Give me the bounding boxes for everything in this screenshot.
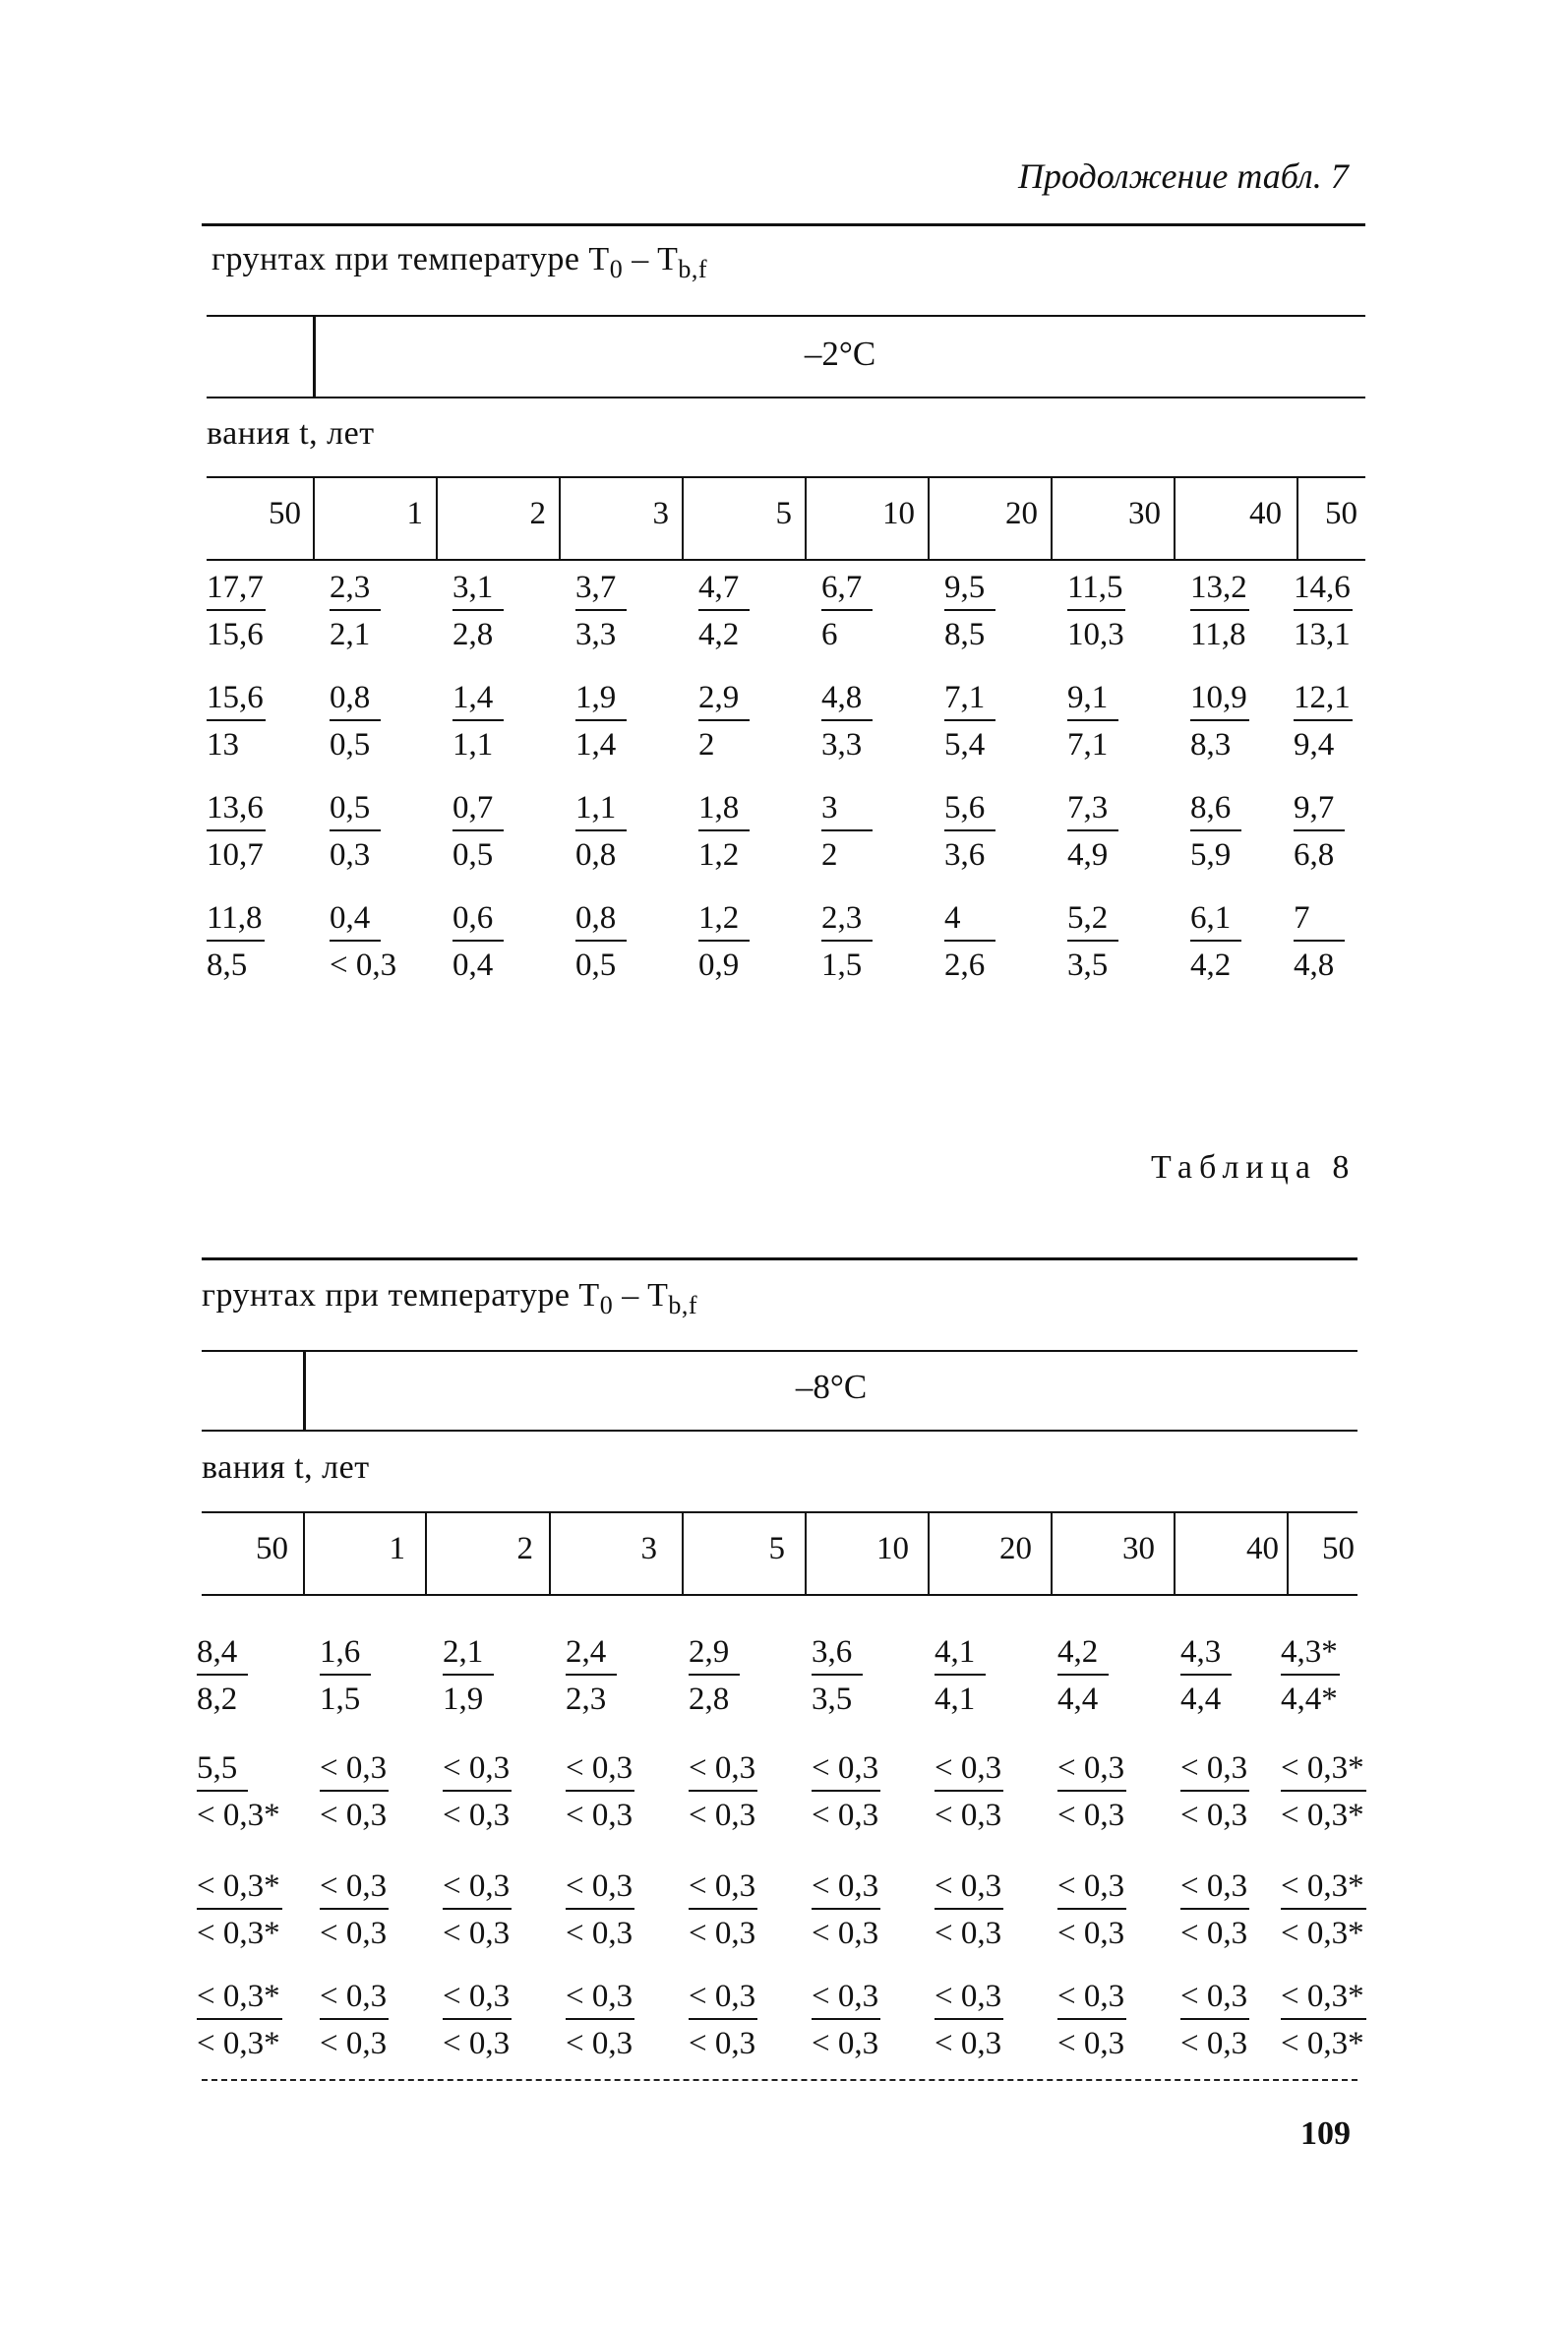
cell-denominator: 1,4 bbox=[575, 727, 617, 763]
table-cell bbox=[689, 1978, 757, 2063]
cell-denominator: 0,4 bbox=[452, 948, 494, 983]
table-cell bbox=[1294, 789, 1345, 875]
cell-numerator: 1,9 bbox=[575, 679, 627, 721]
cell-denominator: 4,1 bbox=[935, 1682, 976, 1717]
cell-numerator: < 0,3 bbox=[689, 1978, 757, 2020]
cell-numerator: < 0,3* bbox=[1281, 1867, 1366, 1910]
cell-numerator: 12,1 bbox=[1294, 679, 1353, 721]
table7-column-divider bbox=[1051, 476, 1053, 561]
cell-numerator: 2,9 bbox=[698, 679, 750, 721]
table-8-temperature-rule bbox=[202, 1430, 1357, 1432]
table-cell bbox=[1294, 679, 1353, 765]
cell-denominator: 4,2 bbox=[698, 617, 740, 652]
cell-numerator: 8,4 bbox=[197, 1633, 248, 1676]
table-cell bbox=[566, 1633, 617, 1719]
cell-numerator: 2,4 bbox=[566, 1633, 617, 1676]
column-header: 50 bbox=[1325, 496, 1357, 531]
table-cell bbox=[944, 569, 995, 654]
table-cell bbox=[1180, 1633, 1232, 1719]
cell-denominator: 0,5 bbox=[575, 948, 617, 983]
cell-numerator: < 0,3 bbox=[1057, 1749, 1126, 1792]
cell-denominator: 0,5 bbox=[330, 727, 371, 763]
cell-denominator: 4,9 bbox=[1067, 837, 1109, 873]
cell-denominator: 5,4 bbox=[944, 727, 986, 763]
column-header: 5 bbox=[768, 1531, 785, 1566]
table-cell bbox=[944, 899, 995, 985]
table-cell bbox=[566, 1867, 634, 1953]
table-cell bbox=[443, 1749, 512, 1835]
table-cell bbox=[207, 899, 265, 985]
cell-numerator: < 0,3* bbox=[1281, 1749, 1366, 1792]
table-cell bbox=[1281, 1749, 1366, 1835]
cell-denominator: 4,4* bbox=[1281, 1682, 1338, 1717]
cell-denominator: 2 bbox=[821, 837, 838, 873]
cell-denominator: < 0,3 bbox=[320, 1916, 388, 1951]
cell-denominator: < 0,3 bbox=[689, 1916, 756, 1951]
table-cell bbox=[1067, 899, 1118, 985]
cell-denominator: < 0,3 bbox=[1180, 2026, 1248, 2061]
cell-numerator: < 0,3 bbox=[935, 1978, 1003, 2020]
cell-denominator: < 0,3 bbox=[1057, 2026, 1125, 2061]
cell-numerator: 4,3* bbox=[1281, 1633, 1340, 1676]
cell-numerator: 4,1 bbox=[935, 1633, 986, 1676]
cell-denominator: 4,4 bbox=[1180, 1682, 1222, 1717]
column-header: 5 bbox=[775, 496, 792, 531]
cell-numerator: 0,4 bbox=[330, 899, 381, 942]
cell-numerator: 14,6 bbox=[1294, 569, 1353, 611]
cell-numerator: 2,1 bbox=[443, 1633, 494, 1676]
cell-numerator: < 0,3 bbox=[566, 1867, 634, 1910]
cell-numerator: < 0,3 bbox=[812, 1978, 880, 2020]
table-cell bbox=[1180, 1978, 1249, 2063]
column-header: 30 bbox=[1128, 496, 1161, 531]
cell-denominator: < 0,3 bbox=[566, 2026, 633, 2061]
column-header: 2 bbox=[529, 496, 546, 531]
cell-denominator: 1,9 bbox=[443, 1682, 484, 1717]
cell-numerator: 3,7 bbox=[575, 569, 627, 611]
cell-denominator: < 0,3 bbox=[566, 1798, 633, 1833]
table-cell bbox=[812, 1633, 863, 1719]
table-cell bbox=[1281, 1633, 1340, 1719]
table-cell bbox=[1294, 569, 1353, 654]
table-cell bbox=[1190, 789, 1241, 875]
cell-numerator: 4,2 bbox=[1057, 1633, 1109, 1676]
cell-numerator: 1,4 bbox=[452, 679, 504, 721]
cell-numerator: < 0,3 bbox=[320, 1749, 389, 1792]
cell-numerator: < 0,3 bbox=[1057, 1978, 1126, 2020]
table-cell bbox=[207, 679, 266, 765]
cell-denominator: 1,2 bbox=[698, 837, 740, 873]
table-8-colhdr-top-rule bbox=[202, 1511, 1357, 1513]
cell-numerator: 1,1 bbox=[575, 789, 627, 831]
cell-denominator: 13,1 bbox=[1294, 617, 1351, 652]
column-header: 30 bbox=[1122, 1531, 1155, 1566]
cell-numerator: 9,1 bbox=[1067, 679, 1118, 721]
cell-numerator: 5,6 bbox=[944, 789, 995, 831]
cell-denominator: 3,6 bbox=[944, 837, 986, 873]
cell-numerator: < 0,3 bbox=[443, 1867, 512, 1910]
table-cell bbox=[935, 1978, 1003, 2063]
column-header: 40 bbox=[1246, 1531, 1279, 1566]
cell-numerator: 7,3 bbox=[1067, 789, 1118, 831]
cell-numerator: 13,2 bbox=[1190, 569, 1249, 611]
cell-denominator: < 0,3 bbox=[443, 1798, 511, 1833]
cell-numerator: 3 bbox=[821, 789, 873, 831]
table-cell bbox=[330, 899, 396, 985]
cell-numerator: < 0,3 bbox=[689, 1749, 757, 1792]
cell-denominator: 1,1 bbox=[452, 727, 494, 763]
table7-column-divider bbox=[313, 476, 315, 561]
cell-numerator: 6,1 bbox=[1190, 899, 1241, 942]
table7-column-divider bbox=[682, 476, 684, 561]
table-cell bbox=[698, 679, 750, 765]
table-7-years-label: вания t, лет bbox=[207, 415, 375, 452]
cell-numerator: < 0,3 bbox=[566, 1749, 634, 1792]
cell-denominator: < 0,3 bbox=[1057, 1916, 1125, 1951]
table-cell bbox=[207, 569, 266, 654]
cell-denominator: 10,3 bbox=[1067, 617, 1124, 652]
table-cell bbox=[698, 899, 750, 985]
cell-numerator: 15,6 bbox=[207, 679, 266, 721]
cell-numerator: < 0,3 bbox=[443, 1749, 512, 1792]
table-cell bbox=[566, 1978, 634, 2063]
table-cell bbox=[452, 679, 504, 765]
table-7-temperature-rule bbox=[207, 397, 1365, 398]
table-cell bbox=[944, 679, 995, 765]
table-8-temperature: –8°C bbox=[795, 1368, 868, 1406]
cell-denominator: < 0,3 bbox=[1180, 1798, 1248, 1833]
table-cell bbox=[698, 569, 750, 654]
cell-numerator: 2,9 bbox=[689, 1633, 740, 1676]
cell-denominator: < 0,3 bbox=[1180, 1916, 1248, 1951]
cell-numerator: < 0,3 bbox=[1057, 1867, 1126, 1910]
cell-denominator: 5,9 bbox=[1190, 837, 1232, 873]
table-cell bbox=[443, 1867, 512, 1953]
table-cell bbox=[1057, 1867, 1126, 1953]
table-8-colhdr-bottom-rule bbox=[202, 1594, 1357, 1596]
cell-denominator: < 0,3* bbox=[1281, 1916, 1364, 1951]
table-8-heading: грунтах при температуре $T_0 - T_{b,f}$ bbox=[202, 1277, 698, 1319]
table-cell bbox=[443, 1978, 512, 2063]
cell-numerator: < 0,3 bbox=[812, 1749, 880, 1792]
table-7-colhdr-top-rule bbox=[207, 476, 1365, 478]
cell-denominator: 8,2 bbox=[197, 1682, 238, 1717]
cell-numerator: 0,6 bbox=[452, 899, 504, 942]
column-header: 1 bbox=[389, 1531, 405, 1566]
cell-denominator: 8,5 bbox=[944, 617, 986, 652]
cell-numerator: 1,8 bbox=[698, 789, 750, 831]
cell-numerator: < 0,3* bbox=[197, 1978, 282, 2020]
table-cell bbox=[197, 1867, 282, 1953]
cell-numerator: 0,5 bbox=[330, 789, 381, 831]
cell-denominator: < 0,3* bbox=[197, 2026, 280, 2061]
table7-column-divider bbox=[805, 476, 807, 561]
cell-numerator: 9,5 bbox=[944, 569, 995, 611]
cell-denominator: 10,7 bbox=[207, 837, 264, 873]
table-cell bbox=[944, 789, 995, 875]
cell-numerator: < 0,3 bbox=[935, 1867, 1003, 1910]
cell-numerator: < 0,3 bbox=[443, 1978, 512, 2020]
table-8-top-rule bbox=[202, 1257, 1357, 1260]
table-cell bbox=[320, 1978, 389, 2063]
table-cell bbox=[575, 679, 627, 765]
cell-denominator: 8,5 bbox=[207, 948, 248, 983]
cell-numerator: < 0,3* bbox=[197, 1867, 282, 1910]
table-cell bbox=[698, 789, 750, 875]
cell-denominator: < 0,3 bbox=[812, 2026, 879, 2061]
table-cell bbox=[1067, 569, 1125, 654]
cell-numerator: 9,7 bbox=[1294, 789, 1345, 831]
cell-denominator: 3,5 bbox=[1067, 948, 1109, 983]
table-cell bbox=[575, 569, 627, 654]
bottom-dashed-rule bbox=[202, 2079, 1357, 2081]
cell-numerator: 4,3 bbox=[1180, 1633, 1232, 1676]
cell-denominator: 2,8 bbox=[452, 617, 494, 652]
cell-numerator: 5,5 bbox=[197, 1749, 248, 1792]
table-7-colhdr-bottom-rule bbox=[207, 559, 1365, 561]
table-cell bbox=[812, 1749, 880, 1835]
table-cell bbox=[935, 1633, 986, 1719]
table-cell bbox=[812, 1978, 880, 2063]
column-header: 40 bbox=[1249, 496, 1282, 531]
cell-numerator: 3,1 bbox=[452, 569, 504, 611]
cell-denominator: < 0,3* bbox=[1281, 1798, 1364, 1833]
table8-column-divider bbox=[928, 1511, 930, 1596]
cell-numerator: 5,2 bbox=[1067, 899, 1118, 942]
cell-numerator: < 0,3 bbox=[689, 1867, 757, 1910]
table8-column-divider bbox=[425, 1511, 427, 1596]
cell-denominator: 8,3 bbox=[1190, 727, 1232, 763]
column-header: 3 bbox=[652, 496, 669, 531]
cell-numerator: < 0,3 bbox=[935, 1749, 1003, 1792]
cell-numerator: < 0,3 bbox=[566, 1978, 634, 2020]
table-cell bbox=[1057, 1978, 1126, 2063]
table-cell bbox=[320, 1633, 371, 1719]
column-header: 50 bbox=[269, 496, 301, 531]
cell-numerator: 7,1 bbox=[944, 679, 995, 721]
cell-numerator: 3,6 bbox=[812, 1633, 863, 1676]
page-number: 109 bbox=[1300, 2115, 1351, 2152]
table-cell bbox=[330, 679, 381, 765]
cell-numerator: 8,6 bbox=[1190, 789, 1241, 831]
cell-denominator: < 0,3 bbox=[812, 1916, 879, 1951]
cell-denominator: 0,3 bbox=[330, 837, 371, 873]
cell-denominator: < 0,3 bbox=[320, 2026, 388, 2061]
table8-column-divider bbox=[682, 1511, 684, 1596]
table-cell bbox=[1294, 899, 1345, 985]
table-cell bbox=[207, 789, 266, 875]
cell-numerator: < 0,3 bbox=[320, 1867, 389, 1910]
cell-numerator: < 0,3 bbox=[1180, 1978, 1249, 2020]
cell-denominator: 9,4 bbox=[1294, 727, 1335, 763]
table-7-top-rule bbox=[202, 223, 1365, 226]
cell-denominator: 2,1 bbox=[330, 617, 371, 652]
table-8-title: Таблица 8 bbox=[1151, 1149, 1357, 1186]
cell-denominator: 4,4 bbox=[1057, 1682, 1099, 1717]
cell-denominator: 15,6 bbox=[207, 617, 264, 652]
cell-denominator: < 0,3 bbox=[330, 948, 397, 983]
cell-denominator: < 0,3 bbox=[935, 1916, 1002, 1951]
table-cell bbox=[821, 899, 873, 985]
cell-denominator: < 0,3* bbox=[1281, 2026, 1364, 2061]
table-cell bbox=[821, 789, 873, 875]
cell-numerator: < 0,3 bbox=[320, 1978, 389, 2020]
table-7-heading-rule bbox=[207, 315, 1365, 317]
cell-numerator: 2,3 bbox=[330, 569, 381, 611]
cell-denominator: < 0,3 bbox=[443, 1916, 511, 1951]
cell-numerator: < 0,3 bbox=[1180, 1749, 1249, 1792]
column-header: 10 bbox=[882, 496, 915, 531]
cell-numerator: 4 bbox=[944, 899, 995, 942]
table-cell bbox=[330, 789, 381, 875]
cell-denominator: 0,9 bbox=[698, 948, 740, 983]
cell-denominator: 4,8 bbox=[1294, 948, 1335, 983]
table-cell bbox=[1190, 899, 1241, 985]
table-cell bbox=[689, 1867, 757, 1953]
table-cell bbox=[1190, 569, 1249, 654]
table-cell bbox=[197, 1978, 282, 2063]
cell-numerator: 10,9 bbox=[1190, 679, 1249, 721]
cell-numerator: 1,6 bbox=[320, 1633, 371, 1676]
cell-denominator: < 0,3 bbox=[689, 2026, 756, 2061]
cell-denominator: 1,5 bbox=[821, 948, 863, 983]
table7-column-divider bbox=[436, 476, 438, 561]
table-cell bbox=[1180, 1867, 1249, 1953]
table-cell bbox=[812, 1867, 880, 1953]
cell-denominator: 6,8 bbox=[1294, 837, 1335, 873]
cell-numerator: < 0,3* bbox=[1281, 1978, 1366, 2020]
cell-numerator: 0,7 bbox=[452, 789, 504, 831]
cell-denominator: < 0,3 bbox=[443, 2026, 511, 2061]
column-header: 50 bbox=[1322, 1531, 1355, 1566]
column-header: 10 bbox=[876, 1531, 909, 1566]
table-cell bbox=[689, 1749, 757, 1835]
column-header: 20 bbox=[999, 1531, 1032, 1566]
cell-denominator: 2,3 bbox=[566, 1682, 607, 1717]
table8-column-divider bbox=[1174, 1511, 1176, 1596]
cell-denominator: < 0,3 bbox=[935, 1798, 1002, 1833]
cell-denominator: < 0,3* bbox=[197, 1798, 280, 1833]
cell-numerator: 7 bbox=[1294, 899, 1345, 942]
cell-numerator: 11,8 bbox=[207, 899, 265, 942]
table8-column-divider bbox=[549, 1511, 551, 1596]
table-cell bbox=[1281, 1978, 1366, 2063]
table-cell bbox=[1067, 679, 1118, 765]
table-8-heading-rule bbox=[202, 1350, 1357, 1352]
table-cell bbox=[1057, 1633, 1109, 1719]
cell-denominator: < 0,3 bbox=[812, 1798, 879, 1833]
cell-denominator: < 0,3* bbox=[197, 1916, 280, 1951]
table-cell bbox=[821, 569, 873, 654]
cell-numerator: 4,8 bbox=[821, 679, 873, 721]
table-cell bbox=[443, 1633, 494, 1719]
cell-denominator: 2 bbox=[698, 727, 715, 763]
column-header: 2 bbox=[516, 1531, 533, 1566]
table7-column-divider bbox=[1174, 476, 1176, 561]
column-header: 50 bbox=[256, 1531, 288, 1566]
cell-denominator: 4,2 bbox=[1190, 948, 1232, 983]
cell-denominator: 11,8 bbox=[1190, 617, 1246, 652]
cell-numerator: 6,7 bbox=[821, 569, 873, 611]
table-cell bbox=[935, 1867, 1003, 1953]
table-cell bbox=[935, 1749, 1003, 1835]
cell-denominator: < 0,3 bbox=[1057, 1798, 1125, 1833]
table-cell bbox=[575, 899, 627, 985]
cell-numerator: < 0,3 bbox=[812, 1867, 880, 1910]
table7-column-divider bbox=[928, 476, 930, 561]
cell-numerator: 0,8 bbox=[575, 899, 627, 942]
table-cell bbox=[1281, 1867, 1366, 1953]
table-cell bbox=[197, 1633, 248, 1719]
cell-denominator: 7,1 bbox=[1067, 727, 1109, 763]
table8-column-divider bbox=[1051, 1511, 1053, 1596]
cell-denominator: 2,8 bbox=[689, 1682, 730, 1717]
cell-numerator: 0,8 bbox=[330, 679, 381, 721]
continuation-label: Продолжение табл. 7 bbox=[1018, 156, 1349, 196]
cell-denominator: < 0,3 bbox=[935, 2026, 1002, 2061]
cell-denominator: 13 bbox=[207, 727, 239, 763]
table8-column-divider bbox=[805, 1511, 807, 1596]
cell-numerator: 2,3 bbox=[821, 899, 873, 942]
table-cell bbox=[330, 569, 381, 654]
cell-denominator: 3,3 bbox=[575, 617, 617, 652]
cell-denominator: < 0,3 bbox=[566, 1916, 633, 1951]
column-header: 1 bbox=[406, 496, 423, 531]
table-cell bbox=[452, 899, 504, 985]
cell-denominator: < 0,3 bbox=[689, 1798, 756, 1833]
table-7-temperature: –2°C bbox=[804, 335, 876, 373]
cell-denominator: 1,5 bbox=[320, 1682, 361, 1717]
cell-numerator: 17,7 bbox=[207, 569, 266, 611]
cell-denominator: 3,5 bbox=[812, 1682, 853, 1717]
cell-denominator: 2,6 bbox=[944, 948, 986, 983]
table7-column-divider bbox=[559, 476, 561, 561]
table-cell bbox=[1057, 1749, 1126, 1835]
cell-numerator: < 0,3 bbox=[1180, 1867, 1249, 1910]
cell-numerator: 13,6 bbox=[207, 789, 266, 831]
cell-denominator: 6 bbox=[821, 617, 838, 652]
table-cell bbox=[1180, 1749, 1249, 1835]
table-cell bbox=[452, 789, 504, 875]
table-cell bbox=[320, 1749, 389, 1835]
cell-denominator: < 0,3 bbox=[320, 1798, 388, 1833]
table-cell bbox=[566, 1749, 634, 1835]
table8-column-divider bbox=[303, 1511, 305, 1596]
table-cell bbox=[689, 1633, 740, 1719]
table-cell bbox=[575, 789, 627, 875]
table-cell bbox=[821, 679, 873, 765]
cell-denominator: 0,8 bbox=[575, 837, 617, 873]
column-header: 3 bbox=[640, 1531, 657, 1566]
cell-numerator: 4,7 bbox=[698, 569, 750, 611]
cell-numerator: 1,2 bbox=[698, 899, 750, 942]
table-cell bbox=[1190, 679, 1249, 765]
column-header: 20 bbox=[1005, 496, 1038, 531]
table-cell bbox=[197, 1749, 280, 1835]
table-7-heading: грунтах при температуре $T_0 - T_{b,f}$ bbox=[211, 241, 708, 283]
table-cell bbox=[320, 1867, 389, 1953]
table-cell bbox=[1067, 789, 1118, 875]
cell-numerator: 11,5 bbox=[1067, 569, 1125, 611]
table-cell bbox=[452, 569, 504, 654]
cell-denominator: 0,5 bbox=[452, 837, 494, 873]
cell-denominator: 3,3 bbox=[821, 727, 863, 763]
table-8-years-label: вания t, лет bbox=[202, 1449, 370, 1486]
